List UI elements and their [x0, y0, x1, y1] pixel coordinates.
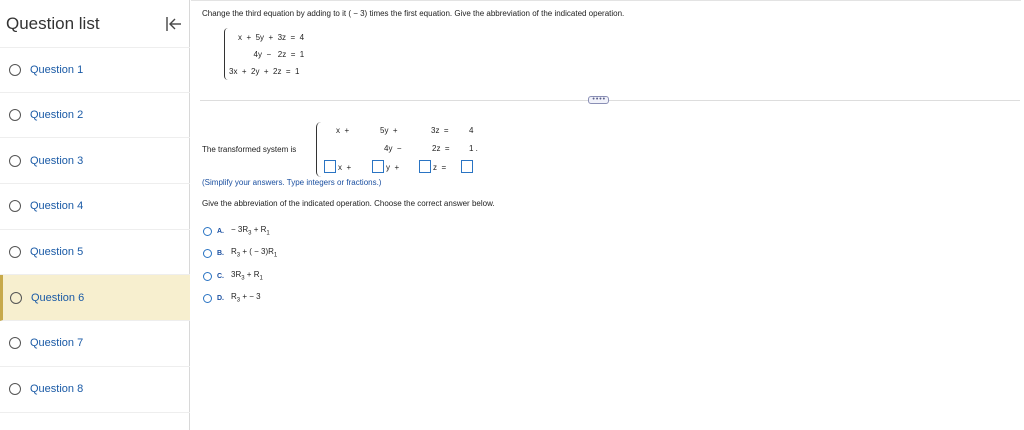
t-r1-y: 5y + — [380, 126, 398, 135]
choice-text: $R_3$ + ( − $3)R_1$ — [231, 247, 278, 259]
question-list-sidebar — [0, 0, 190, 430]
t-r2-y: 4y − — [384, 144, 402, 153]
radio-icon — [203, 227, 212, 236]
question-label: Question 2 — [30, 109, 84, 122]
t-r2-rhs: 1 . — [469, 144, 478, 153]
question-content — [191, 0, 1024, 430]
sidebar-header — [0, 0, 190, 48]
radio-icon — [203, 272, 212, 281]
question-item-1[interactable] — [0, 47, 190, 93]
choose-prompt: Give the abbreviation of the indicated operation. Choose the correct answer below. — [202, 199, 495, 208]
problem-instruction: Change the third equation by adding to it ( − 3) times the first equation. Give the abbreviation of the indicated operation. — [202, 9, 625, 18]
simplify-note: (Simplify your answers. Type integers or fractions.) — [202, 178, 382, 187]
choice-letter: C. — [217, 272, 224, 280]
question-label: Question 5 — [30, 246, 84, 259]
transformed-label: The transformed system is — [202, 145, 297, 154]
question-item-6[interactable] — [0, 275, 190, 321]
question-status-icon — [9, 337, 21, 349]
transformed-system — [316, 122, 486, 177]
question-list — [0, 47, 190, 413]
rhs-input[interactable] — [461, 160, 473, 173]
t-r2-z: 2z = — [432, 144, 450, 153]
original-system — [224, 28, 344, 80]
choice-text: $3R_3 + R_1$ — [231, 270, 263, 282]
sidebar-title: Question list — [6, 14, 100, 33]
question-label: Question 8 — [30, 383, 84, 396]
choice-text: $R_3$ + − 3 — [231, 292, 261, 304]
question-label: Question 1 — [30, 63, 84, 76]
collapse-sidebar-button[interactable] — [163, 14, 183, 34]
choice-letter: A. — [217, 227, 224, 235]
question-status-icon — [9, 246, 21, 258]
choice-text: − $3R_3 + R_1$ — [231, 225, 270, 237]
question-status-icon — [9, 64, 21, 76]
choice-a[interactable] — [203, 224, 270, 238]
t-r3-z: z = — [433, 163, 447, 172]
question-item-7[interactable] — [0, 321, 190, 367]
t-r3-x: x + — [338, 163, 352, 172]
system-brace — [316, 122, 323, 177]
question-status-icon — [9, 383, 21, 395]
coef-x-input[interactable] — [324, 160, 336, 173]
t-r1-rhs: 4 — [469, 126, 474, 135]
question-status-icon — [10, 292, 22, 304]
coef-y-input[interactable] — [372, 160, 384, 173]
question-item-2[interactable] — [0, 93, 190, 139]
equation-3: 3x + 2y + 2z = 1 — [229, 67, 300, 76]
question-item-3[interactable] — [0, 138, 190, 184]
question-label: Question 6 — [31, 291, 85, 304]
question-label: Question 7 — [30, 337, 84, 350]
top-divider — [191, 0, 1021, 1]
t-r1-z: 3z = — [431, 126, 449, 135]
expand-more-button[interactable]: • • • • — [588, 96, 609, 104]
radio-icon — [203, 249, 212, 258]
t-r1-x: x + — [336, 126, 350, 135]
equation-2: 4y − 2z = 1 — [238, 50, 305, 59]
choice-letter: B. — [217, 249, 224, 257]
question-item-4[interactable] — [0, 184, 190, 230]
question-status-icon — [9, 109, 21, 121]
question-item-5[interactable] — [0, 230, 190, 276]
section-divider — [200, 100, 1020, 101]
question-item-8[interactable] — [0, 367, 190, 413]
equation-1: x + 5y + 3z = 4 — [238, 33, 305, 42]
choice-d[interactable] — [203, 291, 261, 305]
collapse-left-icon — [163, 14, 183, 34]
radio-icon — [203, 294, 212, 303]
choice-b[interactable] — [203, 246, 277, 260]
coef-z-input[interactable] — [419, 160, 431, 173]
choice-c[interactable] — [203, 269, 263, 283]
question-label: Question 4 — [30, 200, 84, 213]
choice-letter: D. — [217, 294, 224, 302]
question-status-icon — [9, 155, 21, 167]
question-label: Question 3 — [30, 154, 84, 167]
t-r3-y: y + — [386, 163, 400, 172]
question-status-icon — [9, 200, 21, 212]
